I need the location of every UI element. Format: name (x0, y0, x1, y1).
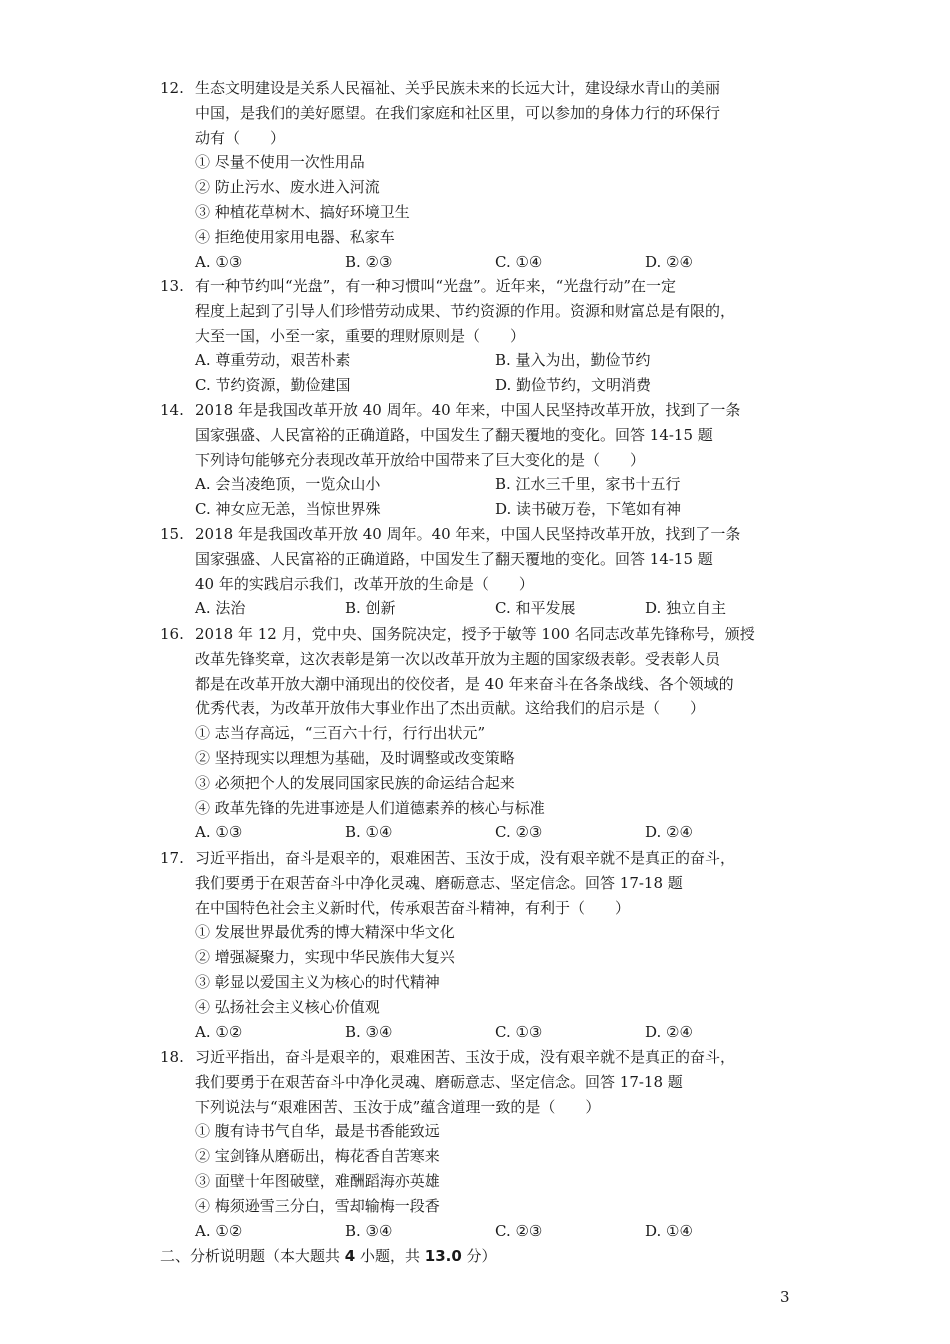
question-18 (160, 1045, 800, 1243)
question-text: 我们要勇于在艰苦奋斗中净化灵魂、磨砺意志、坚定信念。回答 17-18 题 (195, 873, 683, 892)
statement-item: ① 尽量不使用一次性用品 (195, 153, 365, 172)
option-d: D. 读书破万卷，下笔如有神 (495, 500, 682, 519)
question-text: 改革先锋奖章，这次表彰是第一次以改革开放为主题的国家级表彰。受表彰人员 (195, 649, 721, 668)
section-heading-middle: 小题，共 (355, 1247, 425, 1265)
question-text: 在中国特色社会主义新时代，传承艰苦奋斗精神，有利于（ ） (195, 898, 631, 917)
option-b: B. ③④ (345, 1221, 393, 1240)
statement-item: ② 坚持现实以理想为基础，及时调整或改变策略 (195, 748, 515, 767)
statement-item: ③ 必须把个人的发展同国家民族的命运结合起来 (195, 773, 515, 792)
option-b: B. ①④ (345, 823, 393, 842)
question-text: 我们要勇于在艰苦奋斗中净化灵魂、磨砺意志、坚定信念。回答 17-18 题 (195, 1072, 683, 1091)
answer-options (195, 1020, 800, 1045)
statement-item: ④ 梅须逊雪三分白，雪却输梅一段香 (195, 1196, 440, 1215)
option-d: D. ②④ (645, 823, 693, 842)
answer-options (195, 348, 800, 373)
option-c: C. 和平发展 (495, 599, 576, 618)
answer-options (195, 250, 800, 275)
option-c: C. ①④ (495, 252, 543, 271)
option-a: A. ①② (195, 1221, 243, 1240)
question-text: 2018 年是我国改革开放 40 周年。40 年来，中国人民坚持改革开放，找到了一条 (195, 525, 741, 543)
option-d: D. ②④ (645, 252, 693, 271)
statement-item: ④ 拒绝使用家用电器、私家车 (195, 227, 395, 246)
question-17 (160, 846, 800, 1044)
answer-options (195, 596, 800, 621)
statement-item: ① 发展世界最优秀的博大精深中华文化 (195, 923, 455, 942)
section-heading-suffix: 分） (461, 1247, 497, 1265)
option-a: A. 尊重劳动，艰苦朴素 (195, 351, 351, 370)
question-text: 下列诗句能够充分表现改革开放给中国带来了巨大变化的是（ ） (195, 450, 646, 469)
question-text: 动有（ ） (195, 128, 286, 147)
answer-options (195, 820, 800, 845)
question-15 (160, 522, 800, 621)
statement-item: ③ 彰显以爱国主义为核心的时代精神 (195, 972, 440, 991)
option-d: D. 独立自主 (645, 599, 727, 618)
question-text: 国家强盛、人民富裕的正确道路，中国发生了翻天覆地的变化。回答 14-15 题 (195, 425, 713, 444)
option-a: A. ①③ (195, 252, 243, 271)
question-number: 13. (160, 277, 184, 295)
question-number: 16. (160, 625, 184, 643)
question-14 (160, 398, 800, 522)
option-c: C. 神女应无恙，当惊世界殊 (195, 500, 381, 519)
question-text: 程度上起到了引导人们珍惜劳动成果、节约资源的作用。资源和财富总是有限的， (195, 301, 736, 320)
question-text: 下列说法与“艰难困苦、玉汝于成”蕴含道理一致的是（ ） (195, 1097, 601, 1116)
statement-item: ③ 种植花草树木、搞好环境卫生 (195, 202, 410, 221)
section-question-count: 4 (344, 1247, 356, 1265)
statement-item: ④ 政革先锋的先进事迹是人们道德素养的核心与标准 (195, 798, 545, 817)
question-text: 2018 年 12 月，党中央、国务院决定，授予于敏等 100 名同志改革先锋称号，颁授 (195, 625, 755, 643)
option-a: A. ①③ (195, 823, 243, 842)
option-c: C. 节约资源，勤俭建国 (195, 376, 351, 395)
question-12 (160, 76, 800, 274)
option-b: B. ②③ (345, 252, 393, 271)
question-16 (160, 622, 800, 845)
option-c: C. ①③ (495, 1022, 543, 1041)
question-number: 18. (160, 1048, 184, 1066)
page-number: 3 (780, 1288, 790, 1306)
option-b: B. 量入为出，勤俭节约 (495, 351, 651, 370)
statement-item: ③ 面壁十年图破壁，难酬蹈海亦英雄 (195, 1171, 440, 1190)
statement-item: ② 防止污水、废水进入河流 (195, 178, 380, 197)
question-text: 优秀代表，为改革开放伟大事业作出了杰出贡献。这给我们的启示是（ ） (195, 699, 706, 718)
option-d: D. ②④ (645, 1022, 693, 1041)
option-a: A. 会当凌绝顶，一览众山小 (195, 475, 381, 494)
section-heading-prefix: 二、分析说明题（本大题共 (160, 1247, 345, 1265)
question-text: 国家强盛、人民富裕的正确道路，中国发生了翻天覆地的变化。回答 14-15 题 (195, 549, 713, 568)
statement-item: ② 增强凝聚力，实现中华民族伟大复兴 (195, 948, 455, 967)
option-c: C. ②③ (495, 823, 543, 842)
option-d: D. 勤俭节约，文明消费 (495, 376, 652, 395)
question-text: 有一种节约叫“光盘”，有一种习惯叫“光盘”。近年来，“光盘行动”在一定 (195, 277, 677, 295)
answer-options (195, 1219, 800, 1244)
option-b: B. ③④ (345, 1022, 393, 1041)
question-text: 生态文明建设是关系人民福祉、关乎民族未来的长远大计，建设绿水青山的美丽 (195, 79, 721, 97)
question-number: 12. (160, 79, 184, 97)
answer-options (195, 497, 800, 522)
statement-item: ① 志当存高远，“三百六十行，行行出状元” (195, 724, 486, 743)
question-text: 大至一国，小至一家，重要的理财原则是（ ） (195, 326, 526, 345)
option-b: B. 江水三千里，家书十五行 (495, 475, 681, 494)
option-a: A. 法治 (195, 599, 246, 618)
answer-options (195, 373, 800, 398)
statement-item: ④ 弘扬社会主义核心价值观 (195, 997, 380, 1016)
question-text: 习近平指出，奋斗是艰辛的，艰难困苦、玉汝于成，没有艰辛就不是真正的奋斗， (195, 849, 736, 867)
question-number: 17. (160, 849, 184, 867)
option-b: B. 创新 (345, 599, 396, 618)
question-text: 中国，是我们的美好愿望。在我们家庭和社区里，可以参加的身体力行的环保行 (195, 103, 721, 122)
question-text: 2018 年是我国改革开放 40 周年。40 年来，中国人民坚持改革开放，找到了一条 (195, 401, 741, 419)
question-number: 15. (160, 525, 184, 543)
question-text: 都是在改革开放大潮中涌现出的佼佼者，是 40 年来奋斗在各条战线、各个领域的 (195, 674, 734, 693)
option-a: A. ①② (195, 1022, 243, 1041)
statement-item: ② 宝剑锋从磨砺出，梅花香自苦寒来 (195, 1147, 440, 1166)
section-total-score: 13.0 (424, 1247, 462, 1265)
question-13 (160, 274, 800, 398)
answer-options (195, 472, 800, 497)
question-text: 习近平指出，奋斗是艰辛的，艰难困苦、玉汝于成，没有艰辛就不是真正的奋斗， (195, 1048, 736, 1066)
section-heading (160, 1244, 497, 1269)
question-number: 14. (160, 401, 184, 419)
statement-item: ① 腹有诗书气自华，最是书香能致远 (195, 1122, 440, 1141)
question-text: 40 年的实践启示我们，改革开放的生命是（ ） (195, 574, 534, 593)
option-c: C. ②③ (495, 1221, 543, 1240)
option-d: D. ①④ (645, 1221, 693, 1240)
